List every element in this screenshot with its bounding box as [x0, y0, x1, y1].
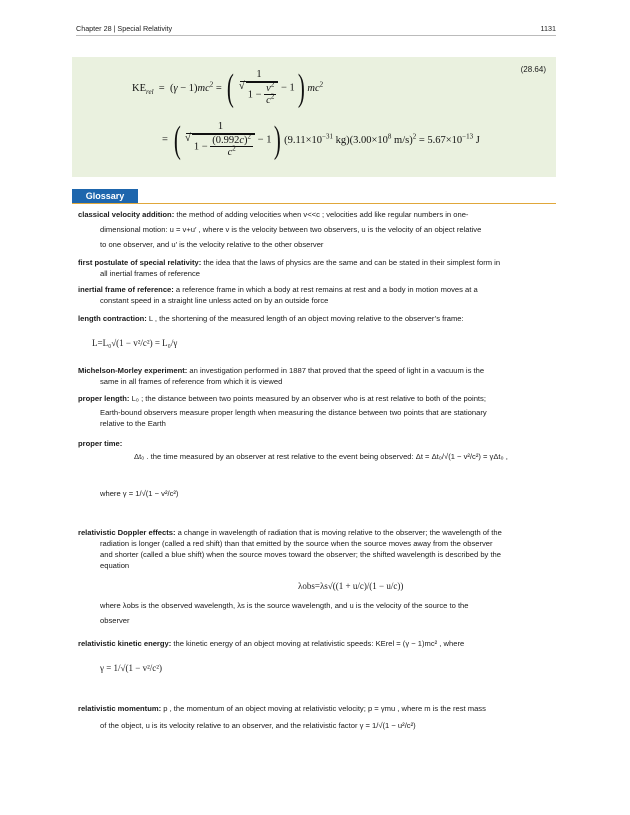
kinetic-energy-gamma-formula: γ = 1/√(1 − v²/c²) — [100, 663, 162, 673]
glossary-title: Glossary — [72, 189, 138, 203]
glossary-entry-first-postulate: first postulate of special relativity: the idea that the laws of physics are the same and can be stated in their simplest form in all inertial frames of reference — [78, 258, 501, 278]
glossary-entry-michelson-morley: Michelson-Morley experiment: an investigation performed in 1887 that proved that the speed of light in a vacuum is the same in all frames of reference from which it is viewed — [78, 366, 485, 386]
glossary-entry-relativistic-momentum: relativistic momentum: p , the momentum of an object moving at relativistic velocity; p = γmu , where m is the rest mass of the object, u is its velocity relative to an observer, and the relativistic factor γ = 1/√(1 − u²/c²) — [78, 704, 486, 730]
equation-number: (28.64) — [520, 65, 546, 74]
glossary-entry-classical-velocity-addition: classical velocity addition: the method of adding velocities when v<<c ; velocities add like regular numbers in one- dimensional motion: u = v+u′ , where v is the velocity between two observers, u is the velocity of an object relative to one observer, and u′ is the velocity relative to the other observer — [78, 210, 482, 249]
glossary-entry-inertial-frame: inertial frame of reference: a reference frame in which a body at rest remains at rest and a body in motion moves at a constant speed in a straight line unless acted on by an outside force — [78, 285, 478, 305]
glossary-entry-proper-length: proper length: L₀ ; the distance between two points measured by an observer who is at rest relative to both of the points; Earth-bound observers measure proper length when measuring the distance between two points that are stationary relative to the Earth — [78, 394, 487, 428]
glossary-header — [72, 189, 556, 204]
doppler-formula: λobs=λs√((1 + u/c)/(1 − u/c)) — [298, 581, 404, 591]
chapter-header: Chapter 28 | Special Relativity — [76, 24, 173, 33]
glossary-entry-relativistic-kinetic-energy: relativistic kinetic energy: the kinetic energy of an object moving at relativistic speeds: KErel = (γ − 1)mc² , where γ = 1/√(1 − v²/c²) — [78, 638, 548, 674]
glossary-entry-relativistic-doppler: relativistic Doppler effects: a change in wavelength of radiation that is moving relative to the observer; the wavelength of the radiation is longer (called a red shift) than that emitted by the source when the source moves away from the observer and shorter (called a blue shift) when the source moves toward the observer; the shifted wavelength is described by the equation λobs=λs√((1 + u/c)/(1 − u/c)) where λobs is the observed wavelength, λs is the source wavelength, and u is the velocity of the source to the observer — [78, 527, 548, 626]
equation-line-1: $KE_{rel} = (\gamma - 1)mc^2$ = ( 1 √ 1 − $\frac{v^2}{c^2}$ − 1) $mc^2$ — [132, 69, 323, 107]
glossary-entry-proper-time: proper time: Δt₀ . the time measured by an observer at rest relative to the event being observed: Δt = Δt₀/√(1 − v²/c²) = γΔt₀ , where γ = 1/√(1 − v²/c²) — [78, 439, 508, 498]
equation-box — [72, 57, 556, 177]
length-contraction-formula: L=L₀√(1 − v²/c²) = L₀/γ — [92, 338, 178, 348]
glossary-entry-length-contraction: length contraction: L , the shortening of the measured length of an object moving relative to the observer’s frame: L=L₀√(1 − v²/c²) = L₀/γ — [78, 313, 548, 349]
page-number: 1131 — [540, 24, 556, 33]
header-rule — [76, 35, 556, 36]
equation-line-2: = ( 1 √ 1 − $\frac{(0.992c)^2}{c^2}$ − 1) ($9.11\times 10^{-31}$ $kg)(3.00\times 10^8$ $m/s)^2 = 5.67\times 10^{-13}$ J — [162, 121, 480, 159]
